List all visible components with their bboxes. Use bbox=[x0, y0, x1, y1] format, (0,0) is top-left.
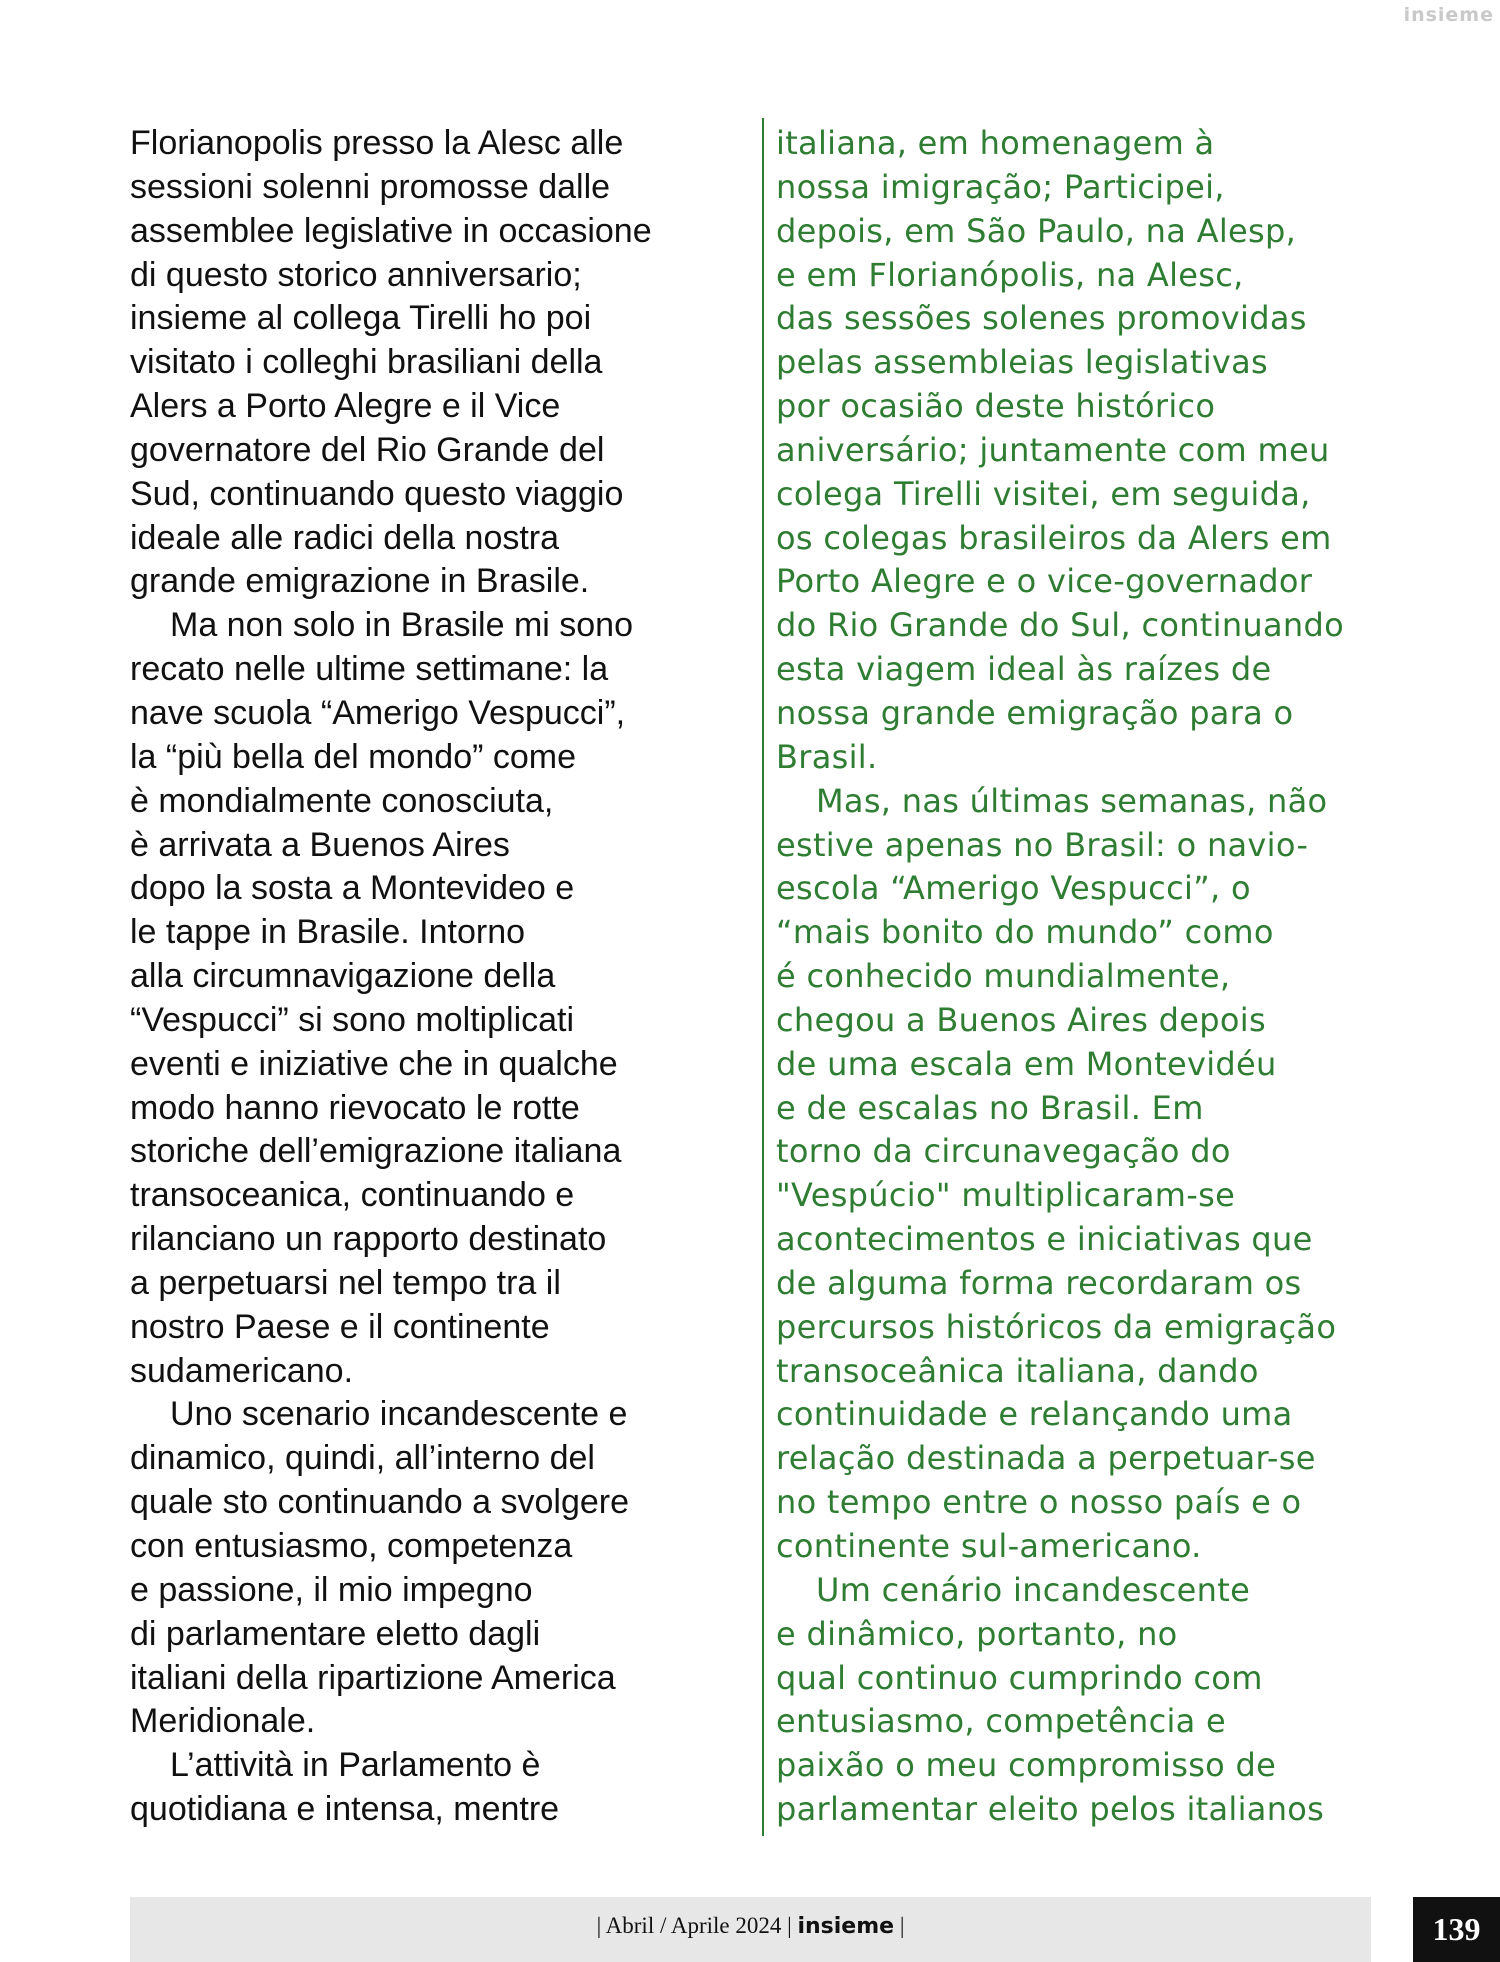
text-line: é conhecido mundialmente, bbox=[776, 957, 1231, 996]
text-line: e de escalas no Brasil. Em bbox=[776, 1088, 1204, 1127]
text-line: la “più bella del mondo” come bbox=[130, 737, 577, 776]
text-line: con entusiasmo, competenza bbox=[130, 1527, 573, 1565]
text-line: recato nelle ultime settimane: la bbox=[130, 650, 609, 689]
footer-date: | Abril / Aprile 2024 | bbox=[596, 1913, 792, 1938]
text-line: Meridionale. bbox=[130, 1702, 316, 1741]
text-line: acontecimentos e iniciativas que bbox=[776, 1220, 1313, 1259]
text-line: “Vespucci” si sono moltiplicati bbox=[130, 1000, 575, 1039]
text-line: transoceanica, continuando e bbox=[130, 1176, 575, 1215]
paragraph-start-line: Um cenário incandescente bbox=[816, 1570, 1251, 1609]
text-line: Alers a Porto Alegre e il Vice bbox=[130, 387, 561, 426]
text-line: por ocasião deste histórico bbox=[776, 387, 1216, 426]
text-line: e passione, il mio impegno bbox=[130, 1570, 533, 1609]
text-line: alla circumnavigazione della bbox=[130, 957, 556, 996]
text-line: Porto Alegre e o vice-governador bbox=[776, 562, 1313, 601]
text-line: modo hanno rievocato le rotte bbox=[130, 1088, 580, 1127]
text-line: depois, em São Paulo, na Alesp, bbox=[776, 211, 1297, 250]
text-line: nostro Paese e il continente bbox=[130, 1307, 550, 1346]
text-line: di parlamentare eletto dagli bbox=[130, 1614, 541, 1653]
footer-separator: | bbox=[899, 1913, 905, 1938]
text-line: e dinâmico, portanto, no bbox=[776, 1614, 1178, 1653]
portuguese-column bbox=[776, 122, 1496, 1832]
text-line: percursos históricos da emigração bbox=[776, 1307, 1337, 1346]
text-line: "Vespúcio" multiplicaram-se bbox=[776, 1176, 1236, 1215]
text-line: italiana, em homenagem à bbox=[776, 124, 1215, 162]
text-line: sessioni solenni promosse dalle bbox=[130, 167, 611, 206]
text-line: eventi e iniziative che in qualche bbox=[130, 1044, 618, 1083]
text-line: do Rio Grande do Sul, continuando bbox=[776, 606, 1344, 645]
text-line: paixão o meu compromisso de bbox=[776, 1746, 1277, 1785]
column-divider bbox=[762, 118, 764, 1836]
text-line: escola “Amerigo Vespucci”, o bbox=[776, 869, 1251, 908]
text-line: storiche dell’emigrazione italiana bbox=[130, 1132, 622, 1171]
footer-issue-info bbox=[130, 1913, 1371, 1939]
text-line: esta viagem ideal às raízes de bbox=[776, 650, 1272, 689]
text-line: quotidiana e intensa, mentre bbox=[130, 1790, 560, 1829]
text-line: Sud, continuando questo viaggio bbox=[130, 474, 624, 513]
text-line: ideale alle radici della nostra bbox=[130, 518, 560, 557]
text-line: chegou a Buenos Aires depois bbox=[776, 1000, 1266, 1039]
text-line: visitato i colleghi brasiliani della bbox=[130, 343, 603, 382]
text-line: di questo storico anniversario; bbox=[130, 255, 582, 294]
header-brand-logo: insieme bbox=[1403, 4, 1494, 26]
text-line: assemblee legislative in occasione bbox=[130, 211, 652, 250]
page-number: 139 bbox=[1413, 1897, 1500, 1962]
text-line: das sessões solenes promovidas bbox=[776, 299, 1307, 338]
footer-bar bbox=[130, 1897, 1371, 1962]
italian-column bbox=[130, 122, 730, 1832]
text-line: dinamico, quindi, all’interno del bbox=[130, 1439, 595, 1478]
text-line: no tempo entre o nosso país e o bbox=[776, 1483, 1302, 1522]
text-line: nave scuola “Amerigo Vespucci”, bbox=[130, 693, 626, 732]
text-line: nossa imigração; Participei, bbox=[776, 167, 1225, 206]
text-line: sudamericano. bbox=[130, 1351, 354, 1390]
text-line: entusiasmo, competência e bbox=[776, 1702, 1227, 1741]
text-line: de uma escala em Montevidéu bbox=[776, 1044, 1277, 1083]
text-line: aniversário; juntamente com meu bbox=[776, 430, 1330, 469]
text-line: governatore del Rio Grande del bbox=[130, 430, 605, 469]
text-line: nossa grande emigração para o bbox=[776, 693, 1294, 732]
paragraph-start-line: Mas, nas últimas semanas, não bbox=[816, 781, 1328, 820]
text-line: pelas assembleias legislativas bbox=[776, 343, 1268, 382]
text-line: grande emigrazione in Brasile. bbox=[130, 562, 590, 601]
text-line: e em Florianópolis, na Alesc, bbox=[776, 255, 1244, 294]
text-line: colega Tirelli visitei, em seguida, bbox=[776, 474, 1311, 513]
text-line: relação destinada a perpetuar-se bbox=[776, 1439, 1316, 1478]
text-line: insieme al collega Tirelli ho poi bbox=[130, 299, 592, 338]
text-line: le tappe in Brasile. Intorno bbox=[130, 913, 526, 952]
paragraph-start-line: L’attività in Parlamento è bbox=[170, 1746, 541, 1785]
footer-brand-logo: insieme bbox=[797, 1914, 895, 1939]
text-line: torno da circunavegação do bbox=[776, 1132, 1231, 1171]
text-line: rilanciano un rapporto destinato bbox=[130, 1220, 607, 1259]
text-line: transoceânica italiana, dando bbox=[776, 1351, 1259, 1390]
text-line: dopo la sosta a Montevideo e bbox=[130, 869, 575, 908]
text-line: os colegas brasileiros da Alers em bbox=[776, 518, 1332, 557]
text-line: quale sto continuando a svolgere bbox=[130, 1483, 630, 1522]
text-line: qual continuo cumprindo com bbox=[776, 1658, 1263, 1697]
text-line: è mondialmente conosciuta, bbox=[130, 781, 554, 820]
text-line: de alguma forma recordaram os bbox=[776, 1263, 1302, 1302]
text-line: Florianopolis presso la Alesc alle bbox=[130, 124, 624, 162]
text-line: italiani della ripartizione America bbox=[130, 1658, 616, 1697]
paragraph-start-line: Uno scenario incandescente e bbox=[170, 1395, 628, 1434]
text-line: estive apenas no Brasil: o navio- bbox=[776, 825, 1309, 864]
paragraph-start-line: Ma non solo in Brasile mi sono bbox=[170, 606, 634, 645]
text-line: “mais bonito do mundo” como bbox=[776, 913, 1274, 952]
text-line: Brasil. bbox=[776, 737, 878, 776]
text-line: continente sul-americano. bbox=[776, 1527, 1202, 1565]
text-line: parlamentar eleito pelos italianos bbox=[776, 1790, 1325, 1829]
text-line: continuidade e relançando uma bbox=[776, 1395, 1293, 1434]
text-line: è arrivata a Buenos Aires bbox=[130, 825, 510, 864]
text-line: a perpetuarsi nel tempo tra il bbox=[130, 1263, 561, 1302]
